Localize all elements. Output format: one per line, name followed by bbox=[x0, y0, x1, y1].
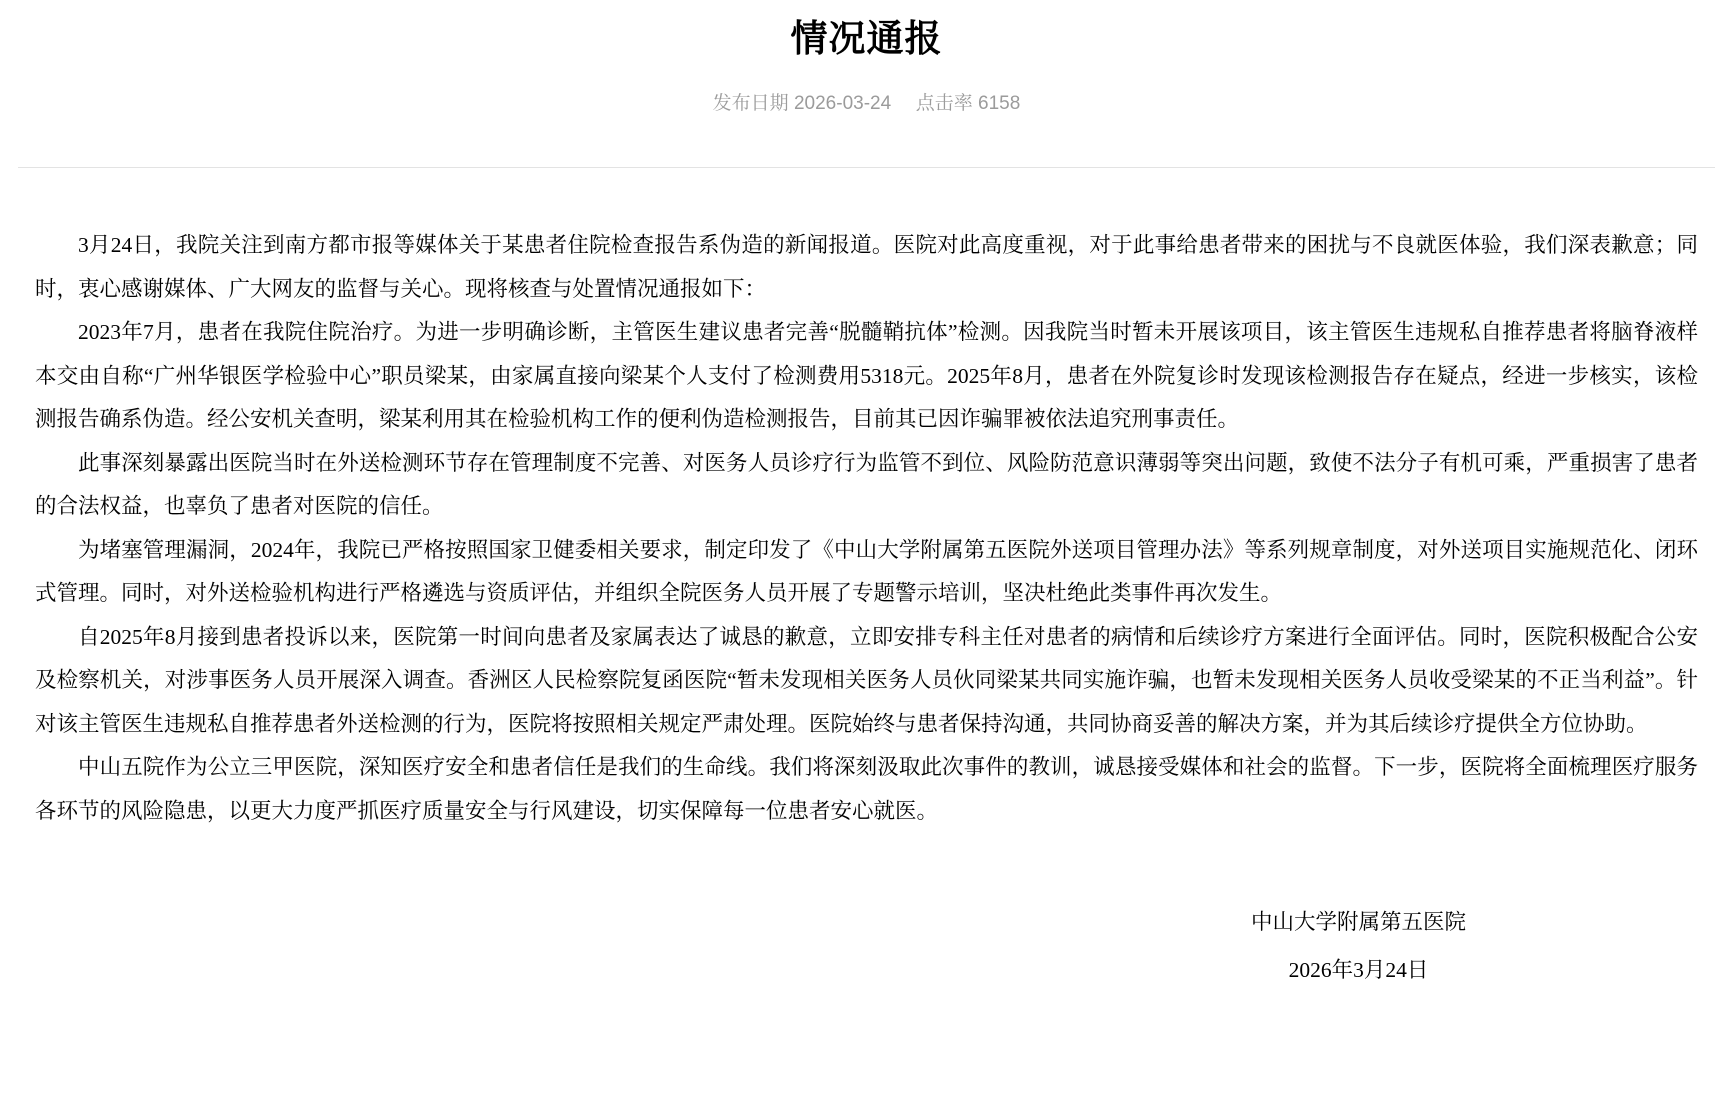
publish-date-label: 发布日期 bbox=[712, 93, 789, 114]
article-meta bbox=[0, 88, 1733, 115]
page-title: 情况通报 bbox=[790, 18, 943, 59]
signature-date: 2026年3月24日 bbox=[1288, 957, 1429, 982]
paragraph-2: 2023年7月，患者在我院住院治疗。为进一步明确诊断，主管医生建议患者完善“脱髓鞘抗体”检测。因我院当时暂未开展该项目，该主管医生违规私自推荐患者将脑脊液样本交由自称“广州华银医学检验中心”职员梁某，由家属直接向梁某个人支付了检测费用5318元。2025年8月，患者在外院复诊时发现该检测报告存在疑点，经进一步核实，该检测报告确系伪造。经公安机关查明，梁某利用其在检验机构工作的便利伪造检测报告，目前其已因诈骗罪被依法追究刑事责任。 bbox=[35, 320, 1698, 431]
publish-date-value: 2026-03-24 bbox=[793, 93, 892, 114]
paragraph-5: 自2025年8月接到患者投诉以来，医院第一时间向患者及家属表达了诚恳的歉意，立即安排专科主任对患者的病情和后续诊疗方案进行全面评估。同时，医院积极配合公安及检察机关，对涉事医务人员开展深入调查。香洲区人民检察院复函医院“暂未发现相关医务人员伙同梁某共同实施诈骗，也暂未发现相关医务人员收受梁某的不正当利益”。针对该主管医生违规私自推荐患者外送检测的行为，医院将按照相关规定严肃处理。医院始终与患者保持沟通，共同协商妥善的解决方案，并为其后续诊疗提供全方位协助。 bbox=[35, 624, 1698, 736]
hits-value: 6158 bbox=[978, 93, 1021, 114]
signature-hospital-name: 中山大学附属第五医院 bbox=[1250, 910, 1466, 934]
article-body bbox=[35, 224, 1698, 982]
paragraph-1: 3月24日，我院关注到南方都市报等媒体关于某患者住院检查报告系伪造的新闻报道。医院对此高度重视，对于此事给患者带来的困扰与不良就医体验，我们深表歉意；同时，衷心感谢媒体、广大网友的监督与关心。现将核查与处置情况通报如下： bbox=[35, 233, 1698, 301]
signature-block bbox=[1251, 901, 1466, 992]
paragraph-6: 中山五院作为公立三甲医院，深知医疗安全和患者信任是我们的生命线。我们将深刻汲取此次事件的教训，诚恳接受媒体和社会的监督。下一步，医院将全面梳理医疗服务各环节的风险隐患，以更大力度严抓医疗质量安全与行风建设，切实保障每一位患者安心就医。 bbox=[35, 755, 1698, 823]
paragraph-3: 此事深刻暴露出医院当时在外送检测环节存在管理制度不完善、对医务人员诊疗行为监管不到位、风险防范意识薄弱等突出问题，致使不法分子有机可乘，严重损害了患者的合法权益，也辜负了患者对医院的信任。 bbox=[35, 450, 1698, 518]
hits-label: 点击率 bbox=[915, 93, 973, 114]
header-divider bbox=[18, 167, 1715, 168]
paragraph-4: 为堵塞管理漏洞，2024年，我院已严格按照国家卫健委相关要求，制定印发了《中山大学附属第五医院外送项目管理办法》等系列规章制度，对外送项目实施规范化、闭环式管理。同时，对外送检验机构进行严格遴选与资质评估，并组织全院医务人员开展了专题警示培训，坚决杜绝此类事件再次发生。 bbox=[35, 537, 1698, 605]
